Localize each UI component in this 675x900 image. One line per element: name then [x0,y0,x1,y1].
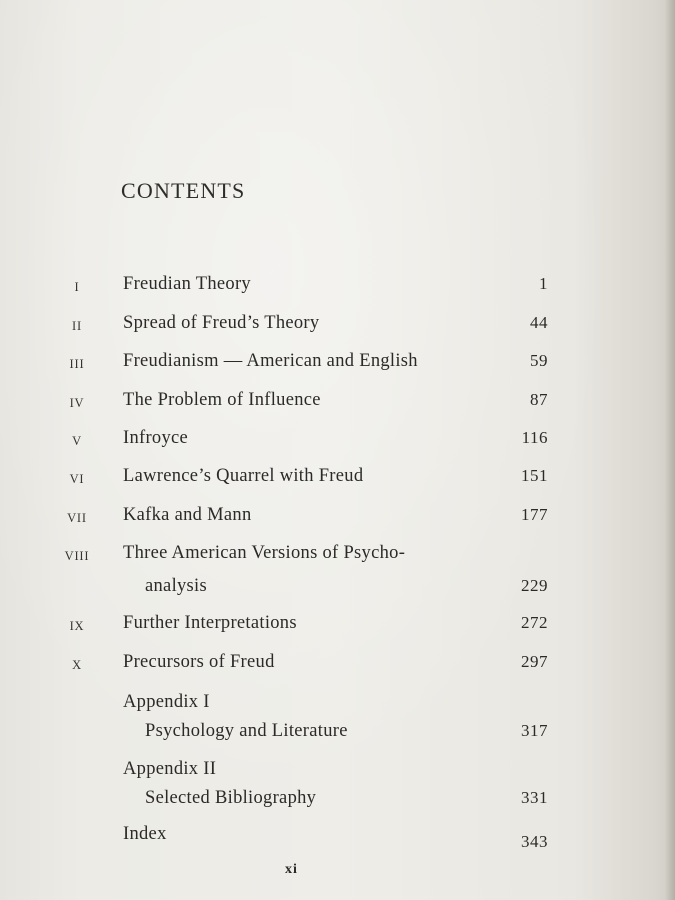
page-number: 331 [521,788,548,807]
chapter-title: Kafka and Mann [123,505,252,525]
page-number: 297 [521,652,548,671]
chapter-numeral: IV [69,396,85,410]
chapter-numeral: VIII [64,549,90,563]
appendix-entry [0,759,675,789]
toc-entry [0,313,675,343]
toc-entry [0,652,675,682]
toc-entry [0,351,675,381]
appendix-title: Selected Bibliography [145,788,317,808]
appendix-title: Psychology and Literature [145,721,348,741]
chapter-title: Three American Versions of Psycho- [123,543,406,563]
chapter-numeral: IX [69,619,85,633]
toc-entry [0,274,675,304]
chapter-title: Spread of Freud’s Theory [123,313,320,333]
folio-page-number: xi [285,862,298,877]
page-number: 59 [530,351,548,370]
chapter-title: Infroyce [123,428,189,448]
page-number: 317 [521,721,548,740]
page-number: 343 [521,832,548,851]
chapter-title: Freudianism — American and English [123,351,418,371]
contents-heading: CONTENTS [121,178,246,203]
toc-entry [0,390,675,420]
appendix-label: Appendix I [123,692,210,712]
chapter-title: Precursors of Freud [123,652,275,672]
chapter-title: Freudian Theory [123,274,251,294]
index-entry [0,824,675,854]
chapter-numeral: II [72,319,82,333]
appendix-label: Appendix II [123,759,217,779]
chapter-numeral: X [72,658,82,672]
page-number: 44 [530,313,548,332]
chapter-numeral: VII [67,511,87,525]
appendix-entry [0,692,675,722]
chapter-title-continuation: analysis [145,576,208,596]
index-label: Index [123,824,167,844]
chapter-title: Lawrence’s Quarrel with Freud [123,466,364,486]
toc-entry [0,428,675,458]
toc-entry [0,466,675,496]
page-number: 151 [521,466,548,485]
page-number: 1 [539,274,548,293]
page-number: 116 [521,428,548,447]
chapter-numeral: III [69,357,85,371]
page-number: 87 [530,390,548,409]
chapter-title: The Problem of Influence [123,390,321,410]
page-number: 272 [521,613,548,632]
chapter-numeral: I [74,280,80,294]
toc-entry [0,613,675,643]
page-number: 229 [521,576,548,595]
chapter-title: Further Interpretations [123,613,297,633]
chapter-numeral: VI [69,472,85,486]
page-number: 177 [521,505,548,524]
appendix-entry-title [0,721,675,751]
chapter-numeral: V [72,434,82,448]
toc-entry [0,543,675,573]
toc-entry-continuation [0,576,675,606]
toc-entry [0,505,675,535]
appendix-entry-title [0,788,675,818]
